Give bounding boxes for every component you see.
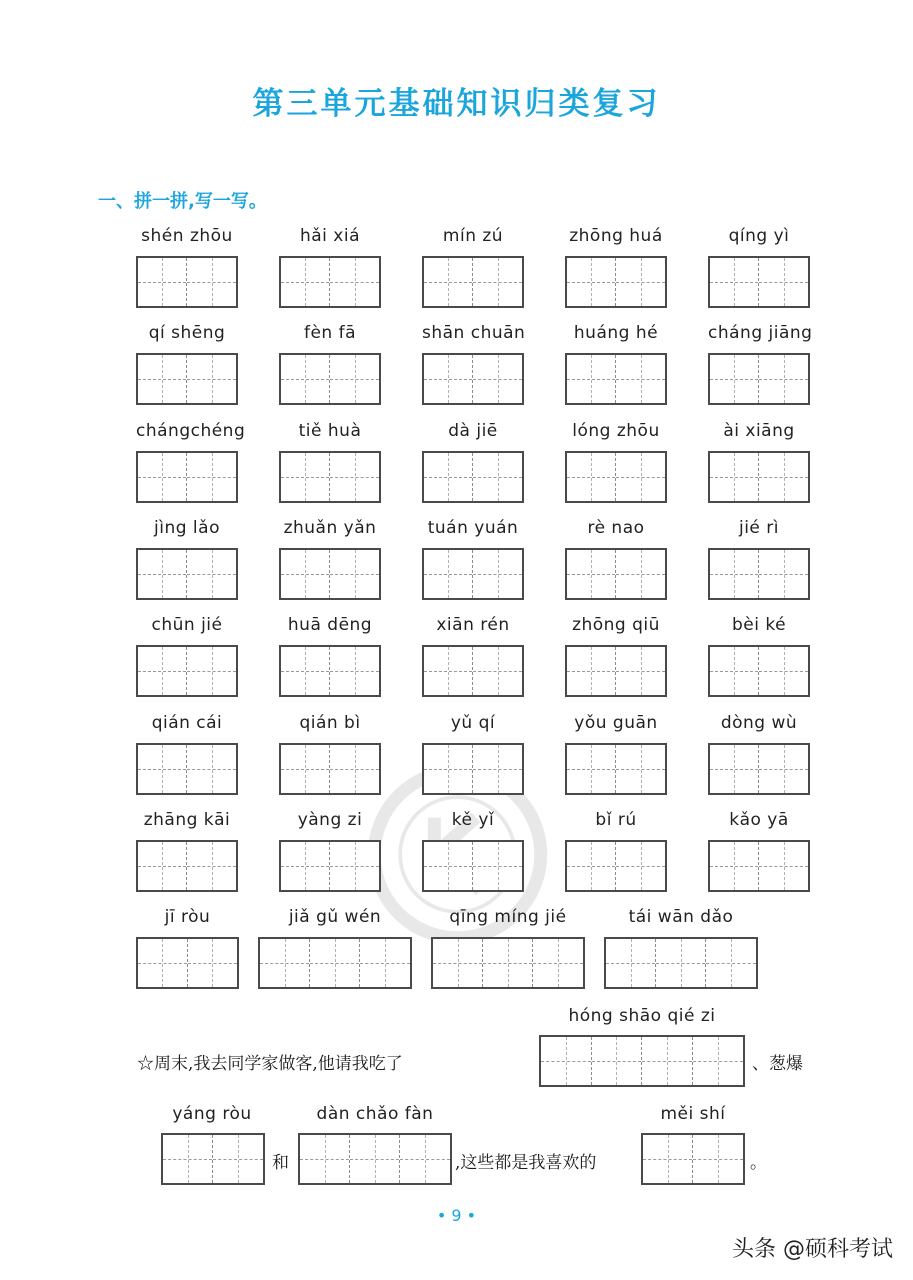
write-cell[interactable]	[759, 453, 808, 501]
write-cell[interactable]	[424, 745, 473, 793]
write-cell[interactable]	[138, 745, 187, 793]
write-cell[interactable]	[213, 1135, 263, 1183]
write-cell[interactable]	[350, 1135, 400, 1183]
pinyin-label: dòng wù	[720, 712, 798, 733]
write-cell[interactable]	[424, 355, 473, 403]
pinyin-label: tiě huà	[298, 420, 362, 441]
answer-box[interactable]	[422, 353, 524, 405]
write-cell[interactable]	[424, 453, 473, 501]
answer-box[interactable]	[136, 937, 239, 989]
write-cell[interactable]	[138, 647, 187, 695]
pinyin-label: jìng lǎo	[154, 517, 220, 538]
pinyin-label: jī ròu	[164, 907, 211, 928]
answer-box[interactable]	[708, 353, 810, 405]
answer-box[interactable]	[279, 451, 381, 503]
answer-box[interactable]	[565, 743, 667, 795]
pinyin-label: yǔ qí	[450, 712, 496, 733]
pinyin-label: qí shēng	[148, 323, 226, 344]
write-cell[interactable]	[710, 453, 759, 501]
write-cell[interactable]	[706, 939, 756, 987]
pinyin-label: qíng yì	[728, 226, 790, 246]
write-cell[interactable]	[710, 745, 759, 793]
pinyin-label: lóng zhōu	[572, 420, 660, 441]
pinyin-label: tuán yuán	[427, 517, 519, 538]
write-cell[interactable]	[759, 842, 808, 890]
write-cell[interactable]	[187, 647, 236, 695]
write-cell[interactable]	[187, 745, 236, 793]
answer-box[interactable]	[279, 840, 381, 892]
write-cell[interactable]	[759, 745, 808, 793]
pinyin-label: yàng zi	[297, 809, 363, 830]
write-cell[interactable]	[138, 453, 187, 501]
sentence-text-part2: 、葱爆	[752, 1054, 803, 1074]
pinyin-label: zhōng huá	[569, 226, 663, 246]
answer-box[interactable]	[258, 937, 412, 989]
answer-box[interactable]	[565, 353, 667, 405]
write-cell[interactable]	[616, 842, 665, 890]
write-cell[interactable]	[759, 647, 808, 695]
write-cell[interactable]	[606, 939, 656, 987]
write-cell[interactable]	[163, 1135, 213, 1183]
answer-box-sentence-b[interactable]	[161, 1133, 265, 1185]
write-cell[interactable]	[281, 355, 330, 403]
pinyin-label: bǐ rú	[595, 809, 637, 830]
write-cell[interactable]	[473, 647, 522, 695]
pinyin-label: mín zú	[442, 226, 504, 246]
write-cell[interactable]	[643, 1135, 693, 1183]
pinyin-label: dà jiē	[448, 420, 498, 441]
answer-box-sentence-d[interactable]	[641, 1133, 745, 1185]
write-cell[interactable]	[424, 550, 473, 598]
section-heading: 一、拼一拼,写一写。	[98, 191, 267, 212]
pinyin-label: tái wān dǎo	[628, 907, 734, 928]
page-number: • 9 •	[436, 1206, 477, 1225]
write-cell[interactable]	[473, 550, 522, 598]
write-cell[interactable]	[188, 939, 237, 987]
write-cell[interactable]	[710, 355, 759, 403]
write-cell[interactable]	[710, 258, 759, 306]
write-cell[interactable]	[693, 1135, 743, 1183]
write-cell[interactable]	[567, 355, 616, 403]
write-cell[interactable]	[138, 550, 187, 598]
answer-box[interactable]	[279, 256, 381, 308]
write-cell[interactable]	[759, 258, 808, 306]
write-cell[interactable]	[567, 550, 616, 598]
answer-box[interactable]	[708, 645, 810, 697]
pinyin-label: huáng hé	[573, 323, 659, 344]
page-title: 第三单元基础知识归类复习	[252, 86, 661, 122]
write-cell[interactable]	[187, 258, 236, 306]
sentence-pinyin-b: yáng ròu	[172, 1104, 252, 1124]
write-cell[interactable]	[424, 842, 473, 890]
write-cell[interactable]	[473, 453, 522, 501]
answer-box[interactable]	[565, 840, 667, 892]
write-cell[interactable]	[281, 550, 330, 598]
write-cell[interactable]	[330, 745, 379, 793]
write-cell[interactable]	[616, 453, 665, 501]
answer-box[interactable]	[708, 256, 810, 308]
answer-box[interactable]	[136, 451, 238, 503]
answer-box[interactable]	[708, 451, 810, 503]
answer-box[interactable]	[565, 451, 667, 503]
pinyin-label: rè nao	[587, 517, 645, 538]
pinyin-label: kě yǐ	[451, 809, 495, 830]
write-cell[interactable]	[330, 842, 379, 890]
pinyin-label: ài xiāng	[723, 420, 795, 441]
write-cell[interactable]	[300, 1135, 350, 1183]
pinyin-label: xiān rén	[436, 615, 510, 636]
pinyin-label: fèn fā	[303, 323, 357, 344]
write-cell[interactable]	[616, 745, 665, 793]
pinyin-label: yǒu guān	[574, 712, 658, 733]
write-cell[interactable]	[759, 550, 808, 598]
answer-box[interactable]	[604, 937, 758, 989]
write-cell[interactable]	[710, 647, 759, 695]
write-cell[interactable]	[693, 1037, 744, 1085]
pinyin-label: qián bì	[299, 712, 361, 733]
write-cell[interactable]	[187, 453, 236, 501]
write-cell[interactable]	[567, 745, 616, 793]
pinyin-label: chūn jié	[151, 615, 223, 636]
answer-box[interactable]	[136, 353, 238, 405]
write-cell[interactable]	[281, 647, 330, 695]
sentence-pinyin-d: měi shí	[660, 1104, 726, 1124]
write-cell[interactable]	[533, 939, 583, 987]
pinyin-label: shān chuān	[422, 323, 526, 344]
pinyin-label: zhāng kāi	[143, 809, 231, 830]
write-cell[interactable]	[567, 453, 616, 501]
answer-box[interactable]	[279, 645, 381, 697]
sentence-connector: 和	[272, 1153, 289, 1173]
sentence-end: 。	[750, 1153, 767, 1173]
write-cell[interactable]	[330, 550, 379, 598]
write-cell[interactable]	[330, 647, 379, 695]
write-cell[interactable]	[400, 1135, 450, 1183]
write-cell[interactable]	[281, 745, 330, 793]
write-cell[interactable]	[642, 1037, 693, 1085]
write-cell[interactable]	[138, 842, 187, 890]
answer-box[interactable]	[422, 840, 524, 892]
write-cell[interactable]	[433, 939, 483, 987]
answer-box[interactable]	[708, 548, 810, 600]
pinyin-label: qīng míng jié	[449, 907, 567, 928]
answer-box[interactable]	[136, 840, 238, 892]
sentence-text-part3: ,这些都是我喜欢的	[455, 1153, 597, 1173]
pinyin-label: bèi ké	[731, 615, 787, 636]
write-cell[interactable]	[710, 842, 759, 890]
sentence-pinyin-c: dàn chǎo fàn	[316, 1104, 434, 1124]
write-cell[interactable]	[483, 939, 533, 987]
answer-box-sentence-a[interactable]	[539, 1035, 745, 1087]
write-cell[interactable]	[187, 355, 236, 403]
answer-box[interactable]	[565, 256, 667, 308]
answer-box[interactable]	[279, 353, 381, 405]
write-cell[interactable]	[567, 647, 616, 695]
answer-box[interactable]	[136, 548, 238, 600]
write-cell[interactable]	[616, 258, 665, 306]
write-cell[interactable]	[592, 1037, 643, 1085]
answer-box[interactable]	[431, 937, 585, 989]
write-cell[interactable]	[330, 453, 379, 501]
write-cell[interactable]	[759, 355, 808, 403]
answer-box[interactable]	[279, 548, 381, 600]
write-cell[interactable]	[473, 258, 522, 306]
answer-box[interactable]	[136, 743, 238, 795]
pinyin-label: huā dēng	[287, 615, 373, 636]
pinyin-label: zhōng qiū	[572, 615, 660, 636]
write-cell[interactable]	[187, 842, 236, 890]
answer-box[interactable]	[422, 451, 524, 503]
pinyin-label: hǎi xiá	[299, 226, 361, 246]
write-cell[interactable]	[260, 939, 310, 987]
write-cell[interactable]	[281, 258, 330, 306]
answer-box[interactable]	[422, 645, 524, 697]
write-cell[interactable]	[616, 355, 665, 403]
pinyin-label: shén zhōu	[141, 226, 233, 246]
write-cell[interactable]	[473, 355, 522, 403]
answer-box[interactable]	[422, 743, 524, 795]
answer-box[interactable]	[708, 743, 810, 795]
answer-box[interactable]	[708, 840, 810, 892]
answer-box-sentence-c[interactable]	[298, 1133, 452, 1185]
footer-credit: 头条 @硕科考试	[732, 1237, 893, 1262]
pinyin-label: jié rì	[738, 517, 780, 538]
write-cell[interactable]	[710, 550, 759, 598]
write-cell[interactable]	[656, 939, 706, 987]
write-cell[interactable]	[567, 842, 616, 890]
write-cell[interactable]	[138, 939, 188, 987]
write-cell[interactable]	[360, 939, 410, 987]
write-cell[interactable]	[541, 1037, 592, 1085]
write-cell[interactable]	[138, 258, 187, 306]
write-cell[interactable]	[616, 647, 665, 695]
pinyin-label: jiǎ gǔ wén	[288, 907, 382, 928]
pinyin-label: kǎo yā	[729, 809, 789, 830]
answer-box[interactable]	[279, 743, 381, 795]
pinyin-label: chángchéng	[136, 420, 246, 441]
answer-box[interactable]	[136, 645, 238, 697]
sentence-pinyin-a: hóng shāo qié zi	[568, 1006, 716, 1026]
write-cell[interactable]	[187, 550, 236, 598]
write-cell[interactable]	[281, 453, 330, 501]
pinyin-label: zhuǎn yǎn	[283, 517, 377, 538]
write-cell[interactable]	[616, 550, 665, 598]
answer-box[interactable]	[565, 548, 667, 600]
pinyin-label: cháng jiāng	[708, 323, 813, 344]
write-cell[interactable]	[310, 939, 360, 987]
sentence-text-part1: ☆周末,我去同学家做客,他请我吃了	[137, 1054, 403, 1074]
write-cell[interactable]	[424, 258, 473, 306]
write-cell[interactable]	[567, 258, 616, 306]
write-cell[interactable]	[281, 842, 330, 890]
answer-box[interactable]	[136, 256, 238, 308]
write-cell[interactable]	[330, 355, 379, 403]
write-cell[interactable]	[138, 355, 187, 403]
write-cell[interactable]	[330, 258, 379, 306]
pinyin-label: qián cái	[151, 712, 223, 733]
write-cell[interactable]	[424, 647, 473, 695]
write-cell[interactable]	[473, 745, 522, 793]
answer-box[interactable]	[565, 645, 667, 697]
answer-box[interactable]	[422, 256, 524, 308]
answer-box[interactable]	[422, 548, 524, 600]
write-cell[interactable]	[473, 842, 522, 890]
